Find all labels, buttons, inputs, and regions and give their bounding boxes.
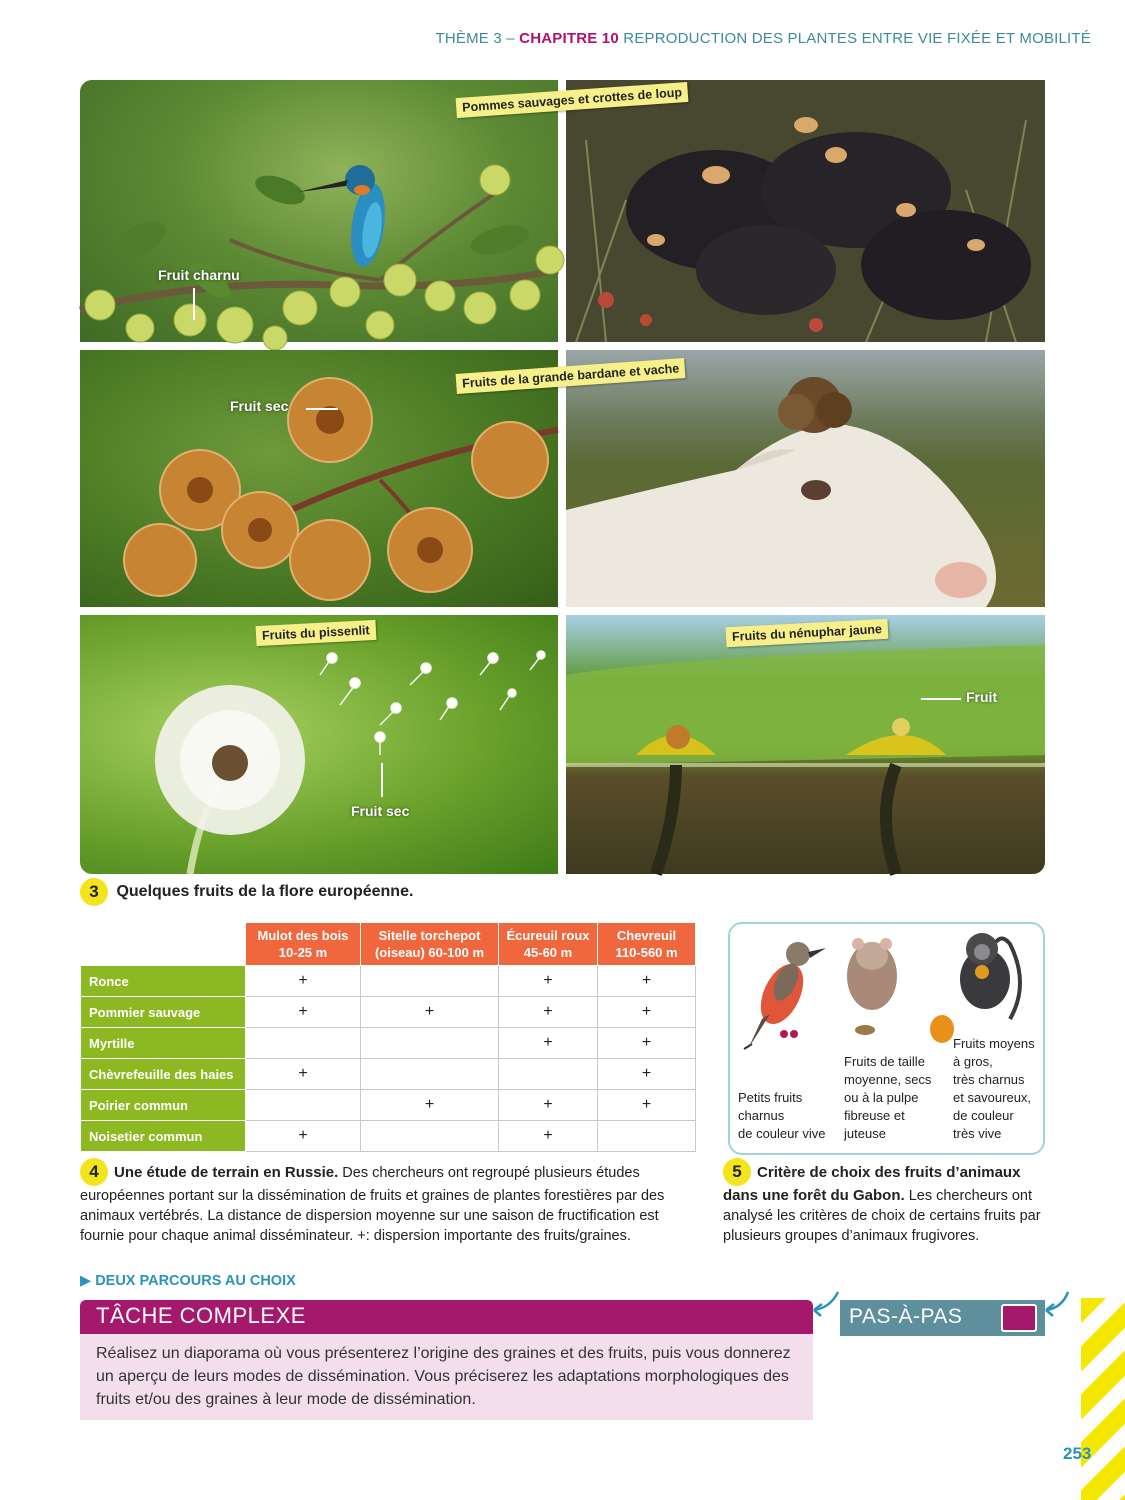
header-chapter: CHAPITRE 10 — [519, 30, 619, 47]
droppings-illustration — [566, 80, 1045, 342]
waterlily-illustration — [566, 615, 1045, 874]
table-row: Noisetier commun + + — [81, 1121, 696, 1152]
bird-icon — [744, 942, 826, 1049]
annot-line — [381, 763, 383, 797]
doc4-caption — [80, 1158, 700, 1246]
dispersion-table — [80, 922, 696, 1152]
header-title: REPRODUCTION DES PLANTES ENTRE VIE FIXÉE ET MOBILITÉ — [623, 30, 1091, 47]
photo-waterlily — [566, 615, 1045, 874]
photo-cow — [461, 350, 1045, 607]
annot-line — [193, 288, 195, 320]
table-row: Pommier sauvage + + + + — [81, 997, 696, 1028]
table-row: Chèvrefeuille des haies + + — [81, 1059, 696, 1090]
page-number: 253 — [1063, 1444, 1092, 1463]
cow-illustration — [566, 350, 1045, 607]
table-row: Ronce + + + — [81, 966, 696, 997]
running-header — [435, 30, 1091, 47]
doc5-number: 5 — [723, 1158, 751, 1186]
triangle-icon: ▶ — [80, 1273, 92, 1289]
doc4-body: Des chercheurs ont regroupé plusieurs études européennes portant sur la dissémination de fruits et graines de plantes forestières par des animaux vertébrés. La distance de dispersion moyenne sur une saison de fructification est fournie pour chaque animal disséminateur. +: dispersion importante des fruits/graines. — [80, 1165, 665, 1244]
doc3-caption — [80, 878, 413, 906]
annot-line — [306, 408, 338, 410]
doc5-body: Les chercheurs ont analysé les critères de choix de certains fruits par plusieurs groupes d’animaux frugivores. — [723, 1188, 1041, 1244]
pas-a-pas-label: PAS-À-PAS — [849, 1305, 963, 1328]
col-header: Mulot des bois 10-25 m — [246, 923, 361, 966]
doc3-number: 3 — [80, 878, 108, 906]
bird-fruit-text: Petits fruits charnus de couleur vive — [738, 1090, 826, 1141]
table-row: Myrtille + + — [81, 1028, 696, 1059]
curved-arrow-icon — [1040, 1288, 1076, 1324]
annot-fruit-charnu: Fruit charnu — [158, 267, 240, 283]
decorative-stripes — [1081, 1298, 1125, 1500]
tache-complexe-body: Réalisez un diaporama où vous présenterez l’origine des graines et des fruits, puis vous donnerez un aperçu de leurs modes de dissémination. Vous préciserez les adaptations morphologiques des fruits et/ou des graines à leur mode de dissémination. — [80, 1334, 813, 1420]
dandelion-illustration — [80, 615, 558, 874]
annot-fruit: Fruit — [966, 689, 998, 705]
label-pissenlit: Fruits du pissenlit — [256, 620, 377, 646]
doc4-number: 4 — [80, 1158, 108, 1186]
screen-icon — [1001, 1304, 1037, 1332]
photo-dandelion — [80, 615, 558, 874]
col-header: Chevreuil 110-560 m — [598, 923, 696, 966]
curved-arrow-icon — [806, 1288, 842, 1324]
monkey-icon — [930, 933, 1020, 1043]
kingfisher-illustration — [80, 80, 558, 342]
label-nenuphar: Fruits du nénuphar jaune — [726, 619, 889, 647]
rodent-icon — [847, 938, 897, 1035]
monkey-fruit-text: Fruits moyens à gros, très charnus et savoureux, de couleur très vive — [953, 1036, 1035, 1141]
col-header: Sitelle torchepot (oiseau) 60-100 m — [361, 923, 499, 966]
header-theme: THÈME 3 – — [435, 30, 515, 47]
photo-wolf-droppings — [461, 80, 1045, 342]
annot-fruit-sec: Fruit sec — [230, 398, 289, 414]
doc3-caption-text: Quelques fruits de la flore européenne. — [116, 883, 414, 901]
table-row: Poirier commun + + + — [81, 1090, 696, 1121]
photo-kingfisher-apples — [80, 80, 558, 342]
tache-complexe-title[interactable]: TÂCHE COMPLEXE — [80, 1300, 813, 1334]
col-header: Écureuil roux 45-60 m — [499, 923, 598, 966]
label-bardane-vache: Fruits de la grande bardane et vache — [456, 358, 686, 394]
label-pommes-loup: Pommes sauvages et crottes de loup — [456, 82, 689, 118]
pas-a-pas-button[interactable] — [840, 1300, 1045, 1336]
doc5-title: Critère de choix des fruits d’animaux dans une forêt du Gabon. — [723, 1164, 1021, 1204]
parcours-heading: ▶ DEUX PARCOURS AU CHOIX — [80, 1273, 296, 1289]
doc5-caption — [723, 1158, 1053, 1246]
doc4-title: Une étude de terrain en Russie. — [114, 1164, 339, 1181]
annot-fruit-sec-2: Fruit sec — [351, 803, 410, 819]
rodent-fruit-text: Fruits de taille moyenne, secs ou à la pulpe fibreuse et juteuse — [844, 1054, 932, 1141]
annot-line — [921, 698, 961, 700]
frugivore-box — [728, 922, 1045, 1155]
